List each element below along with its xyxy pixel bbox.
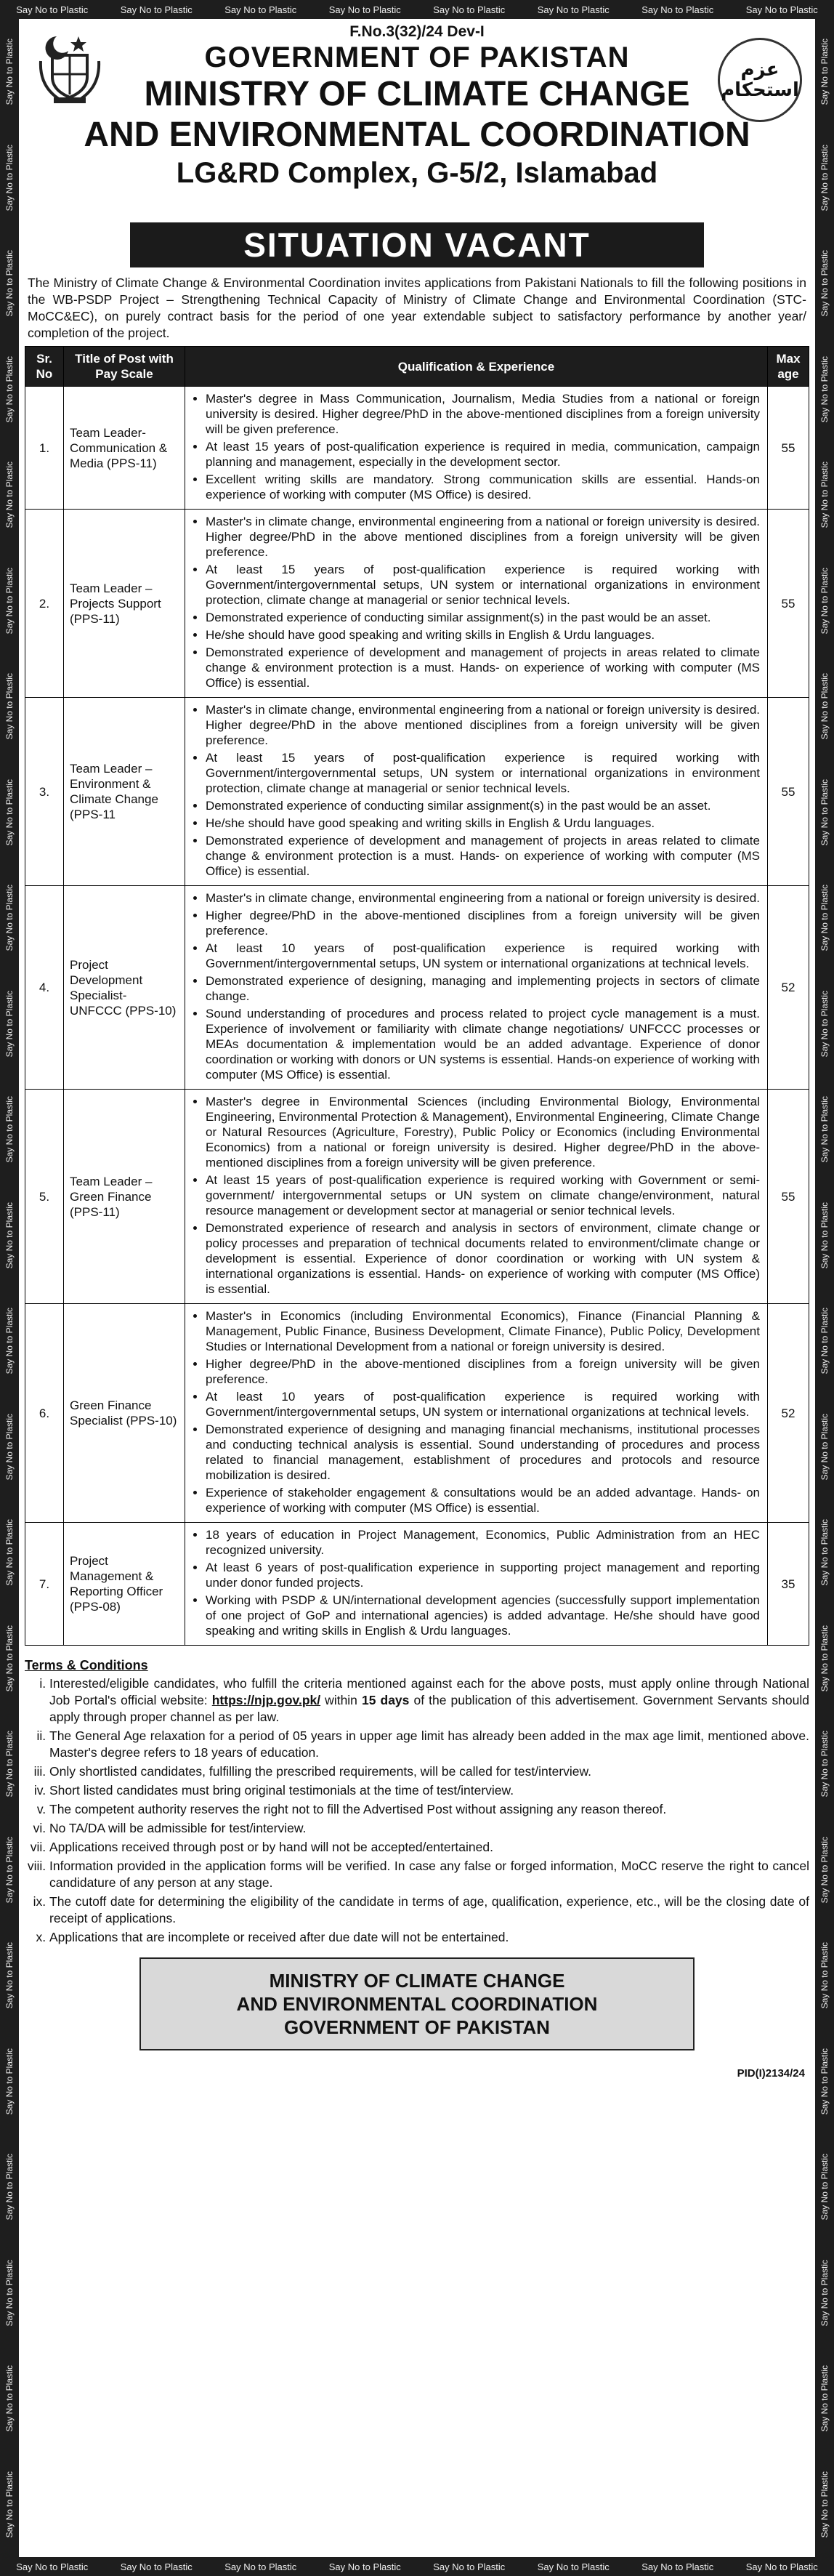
qualification-item: • Excellent writing skills are mandatory. Strong communication skills are essential. Hands-on experience of working with computer (MS Office) is desired.: [206, 472, 760, 502]
border-text: Say No to Plastic: [819, 1096, 830, 1163]
qualification-item: • At least 10 years of post-qualification experience is required working with Government/intergovernmental setups, UN system or international organizations at technical levels.: [206, 1389, 760, 1420]
table-row: [25, 387, 809, 510]
border-text: Say No to Plastic: [819, 990, 830, 1057]
border-text: Say No to Plastic: [224, 4, 297, 15]
qualification-item: • Higher degree/PhD in the above-mentioned disciplines from a foreign university will be given preference.: [206, 908, 760, 938]
table-header-row: [25, 347, 809, 387]
border-text: Say No to Plastic: [537, 4, 610, 15]
row-sr: 4.: [25, 886, 64, 1090]
qualification-item: • Master's in climate change, environmental engineering from a national or foreign university is desired. Higher degree/PhD in the above mentioned disciplines from a foreign university will be given preference.: [206, 514, 760, 560]
table-row: [25, 886, 809, 1090]
border-text: Say No to Plastic: [4, 1096, 15, 1163]
row-title: Team Leader-Communication & Media (PPS-11): [64, 387, 185, 510]
term-item: vi. No TA/DA will be admissible for test/interview.: [49, 1820, 809, 1837]
qualification-item: • Experience of stakeholder engagement & consultations would be an added advantage. Hands- on experience of working with computer (MS Office) is essential.: [206, 1485, 760, 1516]
border-text: Say No to Plastic: [4, 1413, 15, 1480]
row-age: 55: [768, 698, 809, 886]
row-title: Team Leader – Projects Support (PPS-11): [64, 510, 185, 698]
qualification-item: • Demonstrated experience of conducting similar assignment(s) in the past would be an asset.: [206, 610, 760, 625]
border-text: Say No to Plastic: [4, 2471, 15, 2537]
positions-table: [25, 346, 809, 1646]
address: LG&RD Complex, G-5/2, Islamabad: [176, 157, 658, 189]
njp-portal-link[interactable]: https://njp.gov.pk/: [211, 1693, 321, 1707]
term-item: iv. Short listed candidates must bring original testimonials at the time of test/interview.: [49, 1782, 809, 1799]
border-text: Say No to Plastic: [819, 567, 830, 634]
table-row: [25, 510, 809, 698]
border-text: Say No to Plastic: [819, 1942, 830, 2009]
qualification-item: • Demonstrated experience of designing, managing and implementing projects in sectors of climate change.: [206, 973, 760, 1004]
row-sr: 5.: [25, 1090, 64, 1304]
header: [25, 22, 809, 217]
qualification-item: • At least 15 years of post-qualification experience is required working with Government/intergovernmental setups, UN system or international organizations in environment protection, climate change at managerial or senior technical levels.: [206, 562, 760, 608]
file-reference: F.No.3(32)/24 Dev-I: [349, 23, 485, 40]
row-qualification: [185, 1523, 768, 1646]
border-text: Say No to Plastic: [819, 1625, 830, 1691]
border-text: Say No to Plastic: [4, 673, 15, 740]
row-title: Team Leader – Green Finance (PPS-11): [64, 1090, 185, 1304]
row-age: 35: [768, 1523, 809, 1646]
term-item: x. Applications that are incomplete or received after due date will not be entertained.: [49, 1929, 809, 1946]
header-qualification: Qualification & Experience: [185, 347, 768, 387]
footer-box: [139, 1957, 695, 2050]
government-emblem-icon: [35, 32, 105, 105]
row-qualification: [185, 698, 768, 886]
border-text: Say No to Plastic: [819, 1308, 830, 1374]
row-qualification: [185, 1304, 768, 1523]
border-text: Say No to Plastic: [4, 1836, 15, 1903]
term-text: within: [320, 1693, 362, 1707]
row-age: 55: [768, 510, 809, 698]
qualification-item: • Working with PSDP & UN/international development agencies (successfully support implementation of one project of GoP and international agencies) is added advantage. He/she should have good speaking and writing skills in English & Urdu languages.: [206, 1593, 760, 1638]
border-text: Say No to Plastic: [819, 1413, 830, 1480]
row-title: Project Management & Reporting Officer (PPS-08): [64, 1523, 185, 1646]
border-text: Say No to Plastic: [819, 2154, 830, 2221]
row-qualification: [185, 510, 768, 698]
border-text: Say No to Plastic: [641, 4, 714, 15]
logo-text: عزم استحکام: [721, 59, 799, 101]
border-text: Say No to Plastic: [819, 462, 830, 528]
border-text: Say No to Plastic: [745, 4, 818, 15]
qualification-item: • Demonstrated experience of development and management of projects in areas related to climate change & environment protection is a must. Hands- on experience of working with computer (MS Office) is essential.: [206, 833, 760, 879]
border-text: Say No to Plastic: [4, 990, 15, 1057]
terms-and-conditions: [25, 1657, 809, 1946]
border-text: Say No to Plastic: [4, 250, 15, 317]
qualification-item: • At least 10 years of post-qualification experience is required working with Government/intergovernmental setups, UN system or international organizations at technical levels.: [206, 941, 760, 971]
term-item: viii. Information provided in the application forms will be verified. In case any false or forged information, MoCC reserve the right to cancel candidature of any person at any stage.: [49, 1858, 809, 1891]
row-age: 55: [768, 1090, 809, 1304]
border-text: Say No to Plastic: [819, 2048, 830, 2114]
advertisement: [25, 22, 810, 2080]
border-text: Say No to Plastic: [819, 355, 830, 422]
border-text: Say No to Plastic: [4, 778, 15, 845]
term-item: ii. The General Age relaxation for a period of 05 years in upper age limit has already been added in the max age limit, mentioned above. Master's degree refers to 18 years of education.: [49, 1728, 809, 1761]
border-text: Say No to Plastic: [4, 1731, 15, 1798]
border-text: Say No to Plastic: [819, 885, 830, 951]
term-item: ix. The cutoff date for determining the eligibility of the candidate in terms of age, qualification, experience, etc., will be the closing date of receipt of applications.: [49, 1893, 809, 1927]
border-text: Say No to Plastic: [4, 2259, 15, 2326]
row-qualification: [185, 886, 768, 1090]
border-text: Say No to Plastic: [819, 2259, 830, 2326]
deadline-days: 15 days: [361, 1693, 410, 1707]
term-item: vii. Applications received through post or by hand will not be accepted/entertained.: [49, 1839, 809, 1856]
border-text: Say No to Plastic: [819, 250, 830, 317]
table-row: [25, 1090, 809, 1304]
border-text: Say No to Plastic: [328, 2561, 401, 2572]
row-sr: 1.: [25, 387, 64, 510]
qualification-item: • Demonstrated experience of development and management of projects in areas related to climate change & environment protection is a must. Hands- on experience of working with computer (MS Office) is essential.: [206, 645, 760, 691]
qualification-item: • Demonstrated experience of research and analysis in sectors of environment, climate change or policy processes and preparation of technical documents related to environment/climate change or development is essential. Experience of donor coordination or working with UN system & international organizations is essential. Hands- on experience of working with computer (MS Office) is essential.: [206, 1220, 760, 1297]
qualification-item: • At least 15 years of post-qualification experience is required working with Government/intergovernmental setups, UN system or international organizations in environment protection, climate change at managerial or senior technical levels.: [206, 750, 760, 796]
border-text: Say No to Plastic: [4, 1625, 15, 1691]
term-item: [49, 1675, 809, 1726]
intro-paragraph: The Ministry of Climate Change & Environmental Coordination invites applications from Pakistani Nationals to fill the following positions in the WB-PSDP Project – Strengthening Technical Capacity of Ministry of Climate Change and Environmental Coordination (STC-MoCC&EC), on purely contract basis for the period of one year extendable subject to satisfactory performance by another year/ completion of the project.: [28, 275, 806, 340]
situation-vacant-banner: SITUATION VACANT: [130, 222, 704, 267]
header-title: Title of Post with Pay Scale: [64, 347, 185, 387]
table-row: [25, 698, 809, 886]
azm-e-istehkam-logo: [718, 38, 802, 122]
border-text: Say No to Plastic: [819, 1731, 830, 1798]
border-bottom: [0, 2557, 834, 2576]
border-text: Say No to Plastic: [16, 2561, 89, 2572]
border-text: Say No to Plastic: [4, 355, 15, 422]
border-text: Say No to Plastic: [433, 4, 506, 15]
border-text: Say No to Plastic: [537, 2561, 610, 2572]
qualification-item: • Master's in climate change, environmental engineering from a national or foreign university is desired.: [206, 890, 760, 906]
government-title: GOVERNMENT OF PAKISTAN: [204, 41, 630, 73]
border-text: Say No to Plastic: [745, 2561, 818, 2572]
border-text: Say No to Plastic: [819, 1836, 830, 1903]
qualification-item: • At least 15 years of post-qualification experience is required working with Government or semi-government/ intergovernmental setups or UN system on climate change/environment, natural resource management or development sector at managerial or senior technical levels.: [206, 1172, 760, 1218]
qualification-item: • Demonstrated experience of conducting similar assignment(s) in the past would be an asset.: [206, 798, 760, 813]
border-text: Say No to Plastic: [4, 1942, 15, 2009]
table-row: [25, 1304, 809, 1523]
border-left: [0, 19, 19, 2557]
qualification-item: • Higher degree/PhD in the above-mentioned disciplines from a foreign university will be given preference.: [206, 1356, 760, 1387]
border-text: Say No to Plastic: [819, 2471, 830, 2537]
row-sr: 2.: [25, 510, 64, 698]
term-item: iii. Only shortlisted candidates, fulfilling the prescribed requirements, will be called for test/interview.: [49, 1763, 809, 1780]
border-text: Say No to Plastic: [4, 1308, 15, 1374]
qualification-item: • Master's degree in Environmental Sciences (including Environmental Biology, Environmental Engineering, Environmental Protection & Management), Environmental Engineering, Climate Change or Natural Resources (Agriculture, Forestry), Public Policy or Economics (including Environmental Economics) from a national or foreign university is desired. Higher degree/PhD in the above-mentioned disciplines from a foreign university will be given preference.: [206, 1094, 760, 1170]
border-text: Say No to Plastic: [4, 2048, 15, 2114]
border-text: Say No to Plastic: [433, 2561, 506, 2572]
border-text: Say No to Plastic: [819, 673, 830, 740]
border-text: Say No to Plastic: [4, 2154, 15, 2221]
border-text: Say No to Plastic: [4, 1202, 15, 1268]
row-age: 55: [768, 387, 809, 510]
border-text: Say No to Plastic: [819, 1202, 830, 1268]
row-title: Team Leader – Environment & Climate Change (PPS-11: [64, 698, 185, 886]
border-text: Say No to Plastic: [819, 2365, 830, 2432]
row-qualification: [185, 387, 768, 510]
border-text: Say No to Plastic: [120, 4, 193, 15]
border-text: Say No to Plastic: [120, 2561, 193, 2572]
row-age: 52: [768, 1304, 809, 1523]
border-text: Say No to Plastic: [4, 2365, 15, 2432]
border-text: Say No to Plastic: [4, 462, 15, 528]
row-qualification: [185, 1090, 768, 1304]
footer-line: MINISTRY OF CLIMATE CHANGE: [269, 1970, 565, 1992]
row-title: Green Finance Specialist (PPS-10): [64, 1304, 185, 1523]
qualification-item: • Master's in Economics (including Environmental Economics), Finance (Financial Planning & Management, Public Finance, Business Development, Climate Finance), Public Policy, Development Studies or International Development from a national or foreign university is desired.: [206, 1308, 760, 1354]
border-text: Say No to Plastic: [641, 2561, 714, 2572]
row-sr: 7.: [25, 1523, 64, 1646]
border-text: Say No to Plastic: [4, 1519, 15, 1586]
qualification-item: • He/she should have good speaking and writing skills in English & Urdu languages.: [206, 816, 760, 831]
term-text: of the publication of this advertisement. Government Servants should apply through proper channel as per law.: [49, 1693, 810, 1724]
row-title: Project Development Specialist-UNFCCC (PPS-10): [64, 886, 185, 1090]
qualification-item: • At least 6 years of post-qualification experience in supporting project management and reporting under donor funded projects.: [206, 1560, 760, 1590]
border-right: [815, 19, 834, 2557]
terms-title: Terms & Conditions: [25, 1658, 148, 1673]
border-text: Say No to Plastic: [328, 4, 401, 15]
footer-line: GOVERNMENT OF PAKISTAN: [284, 2016, 550, 2038]
qualification-item: • Master's in climate change, environmental engineering from a national or foreign university is desired. Higher degree/PhD in the above mentioned disciplines from a foreign university will be given preference.: [206, 702, 760, 748]
row-sr: 3.: [25, 698, 64, 886]
border-text: Say No to Plastic: [4, 39, 15, 105]
border-text: Say No to Plastic: [4, 144, 15, 211]
ministry-title: MINISTRY OF CLIMATE CHANGE: [144, 75, 690, 113]
border-text: Say No to Plastic: [819, 144, 830, 211]
qualification-item: • He/she should have good speaking and writing skills in English & Urdu languages.: [206, 627, 760, 643]
qualification-item: • Master's degree in Mass Communication, Journalism, Media Studies from a national or foreign university is desired. Higher degree/PhD in the above-mentioned disciplines from a foreign university will be given preference.: [206, 391, 760, 437]
border-text: Say No to Plastic: [16, 4, 89, 15]
border-text: Say No to Plastic: [819, 778, 830, 845]
term-text: Interested/eligible candidates, who fulfill the criteria mentioned against each for the above posts, must apply online through National Job Portal's official website:: [49, 1676, 809, 1707]
qualification-item: • At least 15 years of post-qualification experience is required in media, communication, campaign planning and management, especially in the development sector.: [206, 439, 760, 470]
header-age: Max age: [768, 347, 809, 387]
term-item: v. The competent authority reserves the right not to fill the Advertised Post without assigning any reason thereof.: [49, 1801, 809, 1818]
ministry-title-2: AND ENVIRONMENTAL COORDINATION: [84, 116, 750, 154]
qualification-item: • Demonstrated experience of designing and managing financial mechanisms, institutional processes and conducting technical analysis is essential. Sound understanding of procedures and process related to financial management, establishment of procedures and protocols and resource mobilization is desired.: [206, 1422, 760, 1483]
table-row: [25, 1523, 809, 1646]
border-top: [0, 0, 834, 19]
row-sr: 6.: [25, 1304, 64, 1523]
border-text: Say No to Plastic: [819, 39, 830, 105]
pid-number: PID(I)2134/24: [737, 2067, 805, 2080]
qualification-item: • Sound understanding of procedures and process related to project cycle management is a must. Experience of involvement or familiarity with climate change negotiations/ UNFCCC processes or MEAs documentation & implementation would be an added advantage. Experience of donor coordination or working with donors or UN systems is essential. Hands-on experience of working with computer (MS Office) is essential.: [206, 1006, 760, 1082]
row-age: 52: [768, 886, 809, 1090]
header-sr: Sr. No: [25, 347, 64, 387]
border-text: Say No to Plastic: [819, 1519, 830, 1586]
qualification-item: • 18 years of education in Project Management, Economics, Public Administration from an HEC recognized university.: [206, 1527, 760, 1558]
footer-line: AND ENVIRONMENTAL COORDINATION: [236, 1993, 598, 2015]
border-text: Say No to Plastic: [4, 567, 15, 634]
border-text: Say No to Plastic: [224, 2561, 297, 2572]
border-text: Say No to Plastic: [4, 885, 15, 951]
